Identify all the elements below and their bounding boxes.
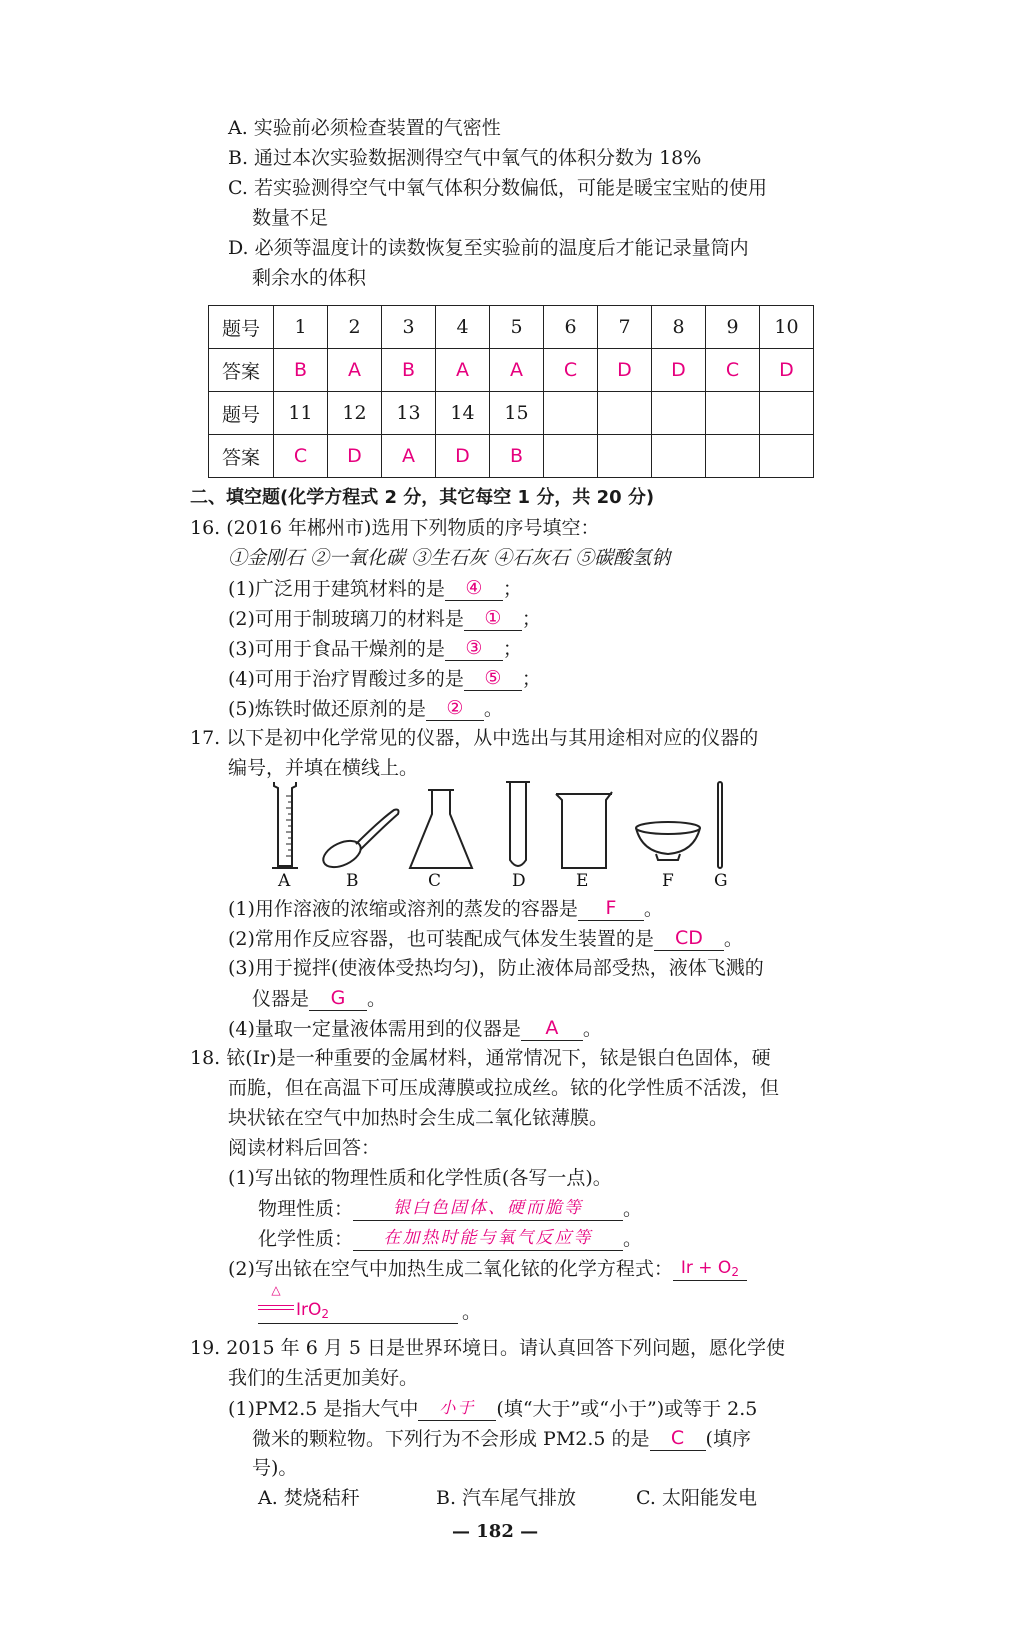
q18-part2-text: (2)写出铱在空气中加热生成二氧化铱的化学方程式：: [228, 1258, 673, 1280]
punct: 。: [582, 1018, 602, 1040]
q17-item-1: [228, 896, 663, 921]
punct: 。: [623, 1198, 643, 1220]
answer-blank: G: [309, 986, 367, 1011]
table-cell: [598, 392, 652, 435]
answer-blank: 银白色固体、硬而脆等: [353, 1196, 623, 1221]
q17-item-2: [228, 926, 743, 951]
table-cell: 6: [544, 306, 598, 349]
table-cell: 14: [436, 392, 490, 435]
answer-cell: B: [490, 435, 544, 478]
option-d-line2: 剩余水的体积: [252, 267, 367, 289]
answer-blank: ②: [426, 696, 484, 721]
q16-item-text: (1)广泛用于建筑材料的是: [228, 578, 445, 600]
q19-part1-line1: [228, 1396, 757, 1421]
answer-blank: ①: [464, 606, 522, 631]
evaporating-dish-icon: [636, 822, 700, 860]
equation-left: $Ir + O_2$: [673, 1256, 747, 1281]
q19-option-a: A. 焚烧秸秆: [258, 1487, 360, 1509]
table-cell: 11: [274, 392, 328, 435]
q17-stem-line2: 编号，并填在横线上。: [228, 757, 419, 779]
q18-stem-line3: 块状铱在空气中加热时会生成二氧化铱薄膜。: [228, 1107, 609, 1129]
conical-flask-icon: [410, 790, 472, 868]
table-cell: [760, 392, 814, 435]
answer-cell: [598, 435, 652, 478]
figure-label-c: C: [428, 871, 442, 890]
answer-cell: [706, 435, 760, 478]
beaker-icon: [556, 792, 612, 868]
q18-physical: [258, 1196, 642, 1221]
punct: 。: [483, 698, 503, 720]
q17-item-text: (2)常用作反应容器，也可装配成气体发生装置的是: [228, 928, 654, 950]
answer-blank: A: [521, 1016, 583, 1041]
row-label: 答案: [209, 349, 274, 392]
answer-cell: B: [382, 349, 436, 392]
table-cell: 8: [652, 306, 706, 349]
table-cell: 5: [490, 306, 544, 349]
figure-label-f: F: [662, 871, 674, 890]
punct: ；: [502, 578, 522, 600]
answer-cell: D: [328, 435, 382, 478]
row-label: 答案: [209, 435, 274, 478]
answer-cell: [760, 435, 814, 478]
glass-rod-icon: [718, 782, 722, 868]
table-cell: 4: [436, 306, 490, 349]
punct: 。: [643, 898, 663, 920]
heat-condition: △: [271, 1283, 281, 1297]
table-cell: [544, 392, 598, 435]
q16-item-text: (4)可用于治疗胃酸过多的是: [228, 668, 464, 690]
q17-item-text: (1)用作溶液的浓缩或溶剂的蒸发的容器是: [228, 898, 578, 920]
table-cell: 2: [328, 306, 382, 349]
figure-label-a: A: [278, 871, 291, 890]
row-label: 题号: [209, 392, 274, 435]
option-c-line2: 数量不足: [252, 207, 329, 229]
equals-sign: [258, 1305, 294, 1310]
answer-cell: [544, 435, 598, 478]
q19-stem-line1: 19. 2015 年 6 月 5 日是世界环境日。请认真回答下列问题，愿化学使: [190, 1337, 785, 1359]
answer-table: [208, 305, 814, 478]
figure-label-b: B: [346, 871, 359, 890]
punct: 。: [723, 928, 743, 950]
q18-stem-line1: 18. 铱(Ir)是一种重要的金属材料，通常情况下，铱是银白色固体，硬: [190, 1047, 771, 1069]
punct: ；: [502, 638, 522, 660]
table-row: [209, 435, 814, 478]
answer-blank: CD: [654, 926, 724, 951]
punct: 。: [367, 988, 387, 1010]
q16-item-text: (2)可用于制玻璃刀的材料是: [228, 608, 464, 630]
q19-text: (填“大于”或“小于”)或等于 2.5: [496, 1398, 758, 1420]
q16-item-text: (5)炼铁时做还原剂的是: [228, 698, 426, 720]
punct: ；: [521, 668, 541, 690]
answer-cell: C: [274, 435, 328, 478]
q18-stem-line2: 而脆，但在高温下可压成薄膜或拉成丝。铱的化学性质不活泼，但: [228, 1077, 780, 1099]
q16-item-4: [228, 666, 541, 691]
q19-text: (1)PM2.5 是指大气中: [228, 1398, 419, 1420]
q16-item-3: [228, 636, 522, 661]
punct: 。: [623, 1228, 643, 1250]
answer-blank: ⑤: [464, 666, 522, 691]
table-row: [209, 306, 814, 349]
q17-stem-line1: 17. 以下是初中化学常见的仪器，从中选出与其用途相对应的仪器的: [190, 727, 759, 749]
graduated-cylinder-icon: [272, 782, 298, 868]
answer-cell: D: [760, 349, 814, 392]
lab-instruments-figure: [270, 780, 770, 890]
answer-blank: [258, 1299, 458, 1324]
medicine-spoon-icon: [319, 810, 398, 873]
punct: 。: [462, 1301, 482, 1323]
answer-cell: D: [652, 349, 706, 392]
q19-part1-line2: [252, 1426, 751, 1451]
table-cell: 1: [274, 306, 328, 349]
chemical-label: 化学性质：: [258, 1228, 354, 1250]
q18-part1: (1)写出铱的物理性质和化学性质(各写一点)。: [228, 1167, 612, 1189]
equation-right: IrO$_2$: [296, 1300, 330, 1321]
q17-item-text: 仪器是: [252, 988, 310, 1010]
test-tube-icon: [506, 782, 530, 866]
q18-stem-line4: 阅读材料后回答：: [228, 1137, 381, 1159]
table-cell: 9: [706, 306, 760, 349]
table-cell: 12: [328, 392, 382, 435]
q19-text: 微米的颗粒物。下列行为不会形成 PM2.5 的是: [252, 1428, 650, 1450]
physical-label: 物理性质：: [258, 1198, 354, 1220]
option-b: B. 通过本次实验数据测得空气中氧气的体积分数为 18%: [228, 147, 702, 169]
table-row: [209, 349, 814, 392]
answer-cell: D: [436, 435, 490, 478]
answer-blank: F: [578, 896, 644, 921]
option-d-line1: D. 必须等温度计的读数恢复至实验前的温度后才能记录量筒内: [228, 237, 749, 259]
answer-cell: B: [274, 349, 328, 392]
answer-cell: D: [598, 349, 652, 392]
table-cell: 15: [490, 392, 544, 435]
table-cell: 13: [382, 392, 436, 435]
answer-cell: A: [382, 435, 436, 478]
answer-cell: A: [436, 349, 490, 392]
q17-item-text: (4)量取一定量液体需用到的仪器是: [228, 1018, 521, 1040]
q16-item-2: [228, 606, 541, 631]
answer-blank: 在加热时能与氧气反应等: [353, 1226, 623, 1251]
q19-part1-line3: 号)。: [252, 1457, 298, 1479]
answer-cell: [652, 435, 706, 478]
q16-item-5: [228, 696, 503, 721]
page-number: — 182 —: [452, 1521, 539, 1542]
answer-cell: C: [706, 349, 760, 392]
q16-stem: 16. (2016 年郴州市)选用下列物质的序号填空：: [190, 517, 600, 539]
table-cell: 10: [760, 306, 814, 349]
option-a: A. 实验前必须检查装置的气密性: [228, 117, 501, 139]
section-title: 二、填空题(化学方程式 2 分，其它每空 1 分，共 20 分): [190, 487, 655, 508]
option-c-line1: C. 若实验测得空气中氧气体积分数偏低，可能是暖宝宝贴的使用: [228, 177, 767, 199]
table-cell: 7: [598, 306, 652, 349]
answer-blank: ③: [445, 636, 503, 661]
q19-text: (填序: [705, 1428, 751, 1450]
table-cell: 3: [382, 306, 436, 349]
row-label: 题号: [209, 306, 274, 349]
answer-cell: A: [328, 349, 382, 392]
q18-chemical: [258, 1226, 642, 1251]
q17-item-3-cont: [252, 986, 386, 1011]
table-cell: [706, 392, 760, 435]
answer-blank: ④: [445, 576, 503, 601]
answer-blank: 小于: [418, 1396, 496, 1421]
q19-stem-line2: 我们的生活更加美好。: [228, 1367, 419, 1389]
q19-option-c: C. 太阳能发电: [636, 1487, 757, 1509]
answer-cell: C: [544, 349, 598, 392]
q16-item-1: [228, 576, 522, 601]
table-cell: [652, 392, 706, 435]
figure-label-d: D: [512, 871, 526, 890]
figure-label-g: G: [714, 871, 728, 890]
q18-part2: [228, 1256, 747, 1281]
answer-blank: C: [650, 1426, 706, 1451]
punct: ；: [521, 608, 541, 630]
q19-option-b: B. 汽车尾气排放: [436, 1487, 577, 1509]
q17-item-4: [228, 1016, 602, 1041]
q16-options: ①金刚石 ②一氧化碳 ③生石灰 ④石灰石 ⑤碳酸氢钠: [228, 547, 671, 569]
q17-item-3: (3)用于搅拌(使液体受热均匀)，防止液体局部受热，液体飞溅的: [228, 957, 764, 979]
table-row: [209, 392, 814, 435]
answer-cell: A: [490, 349, 544, 392]
figure-label-e: E: [576, 871, 589, 890]
q16-item-text: (3)可用于食品干燥剂的是: [228, 638, 445, 660]
